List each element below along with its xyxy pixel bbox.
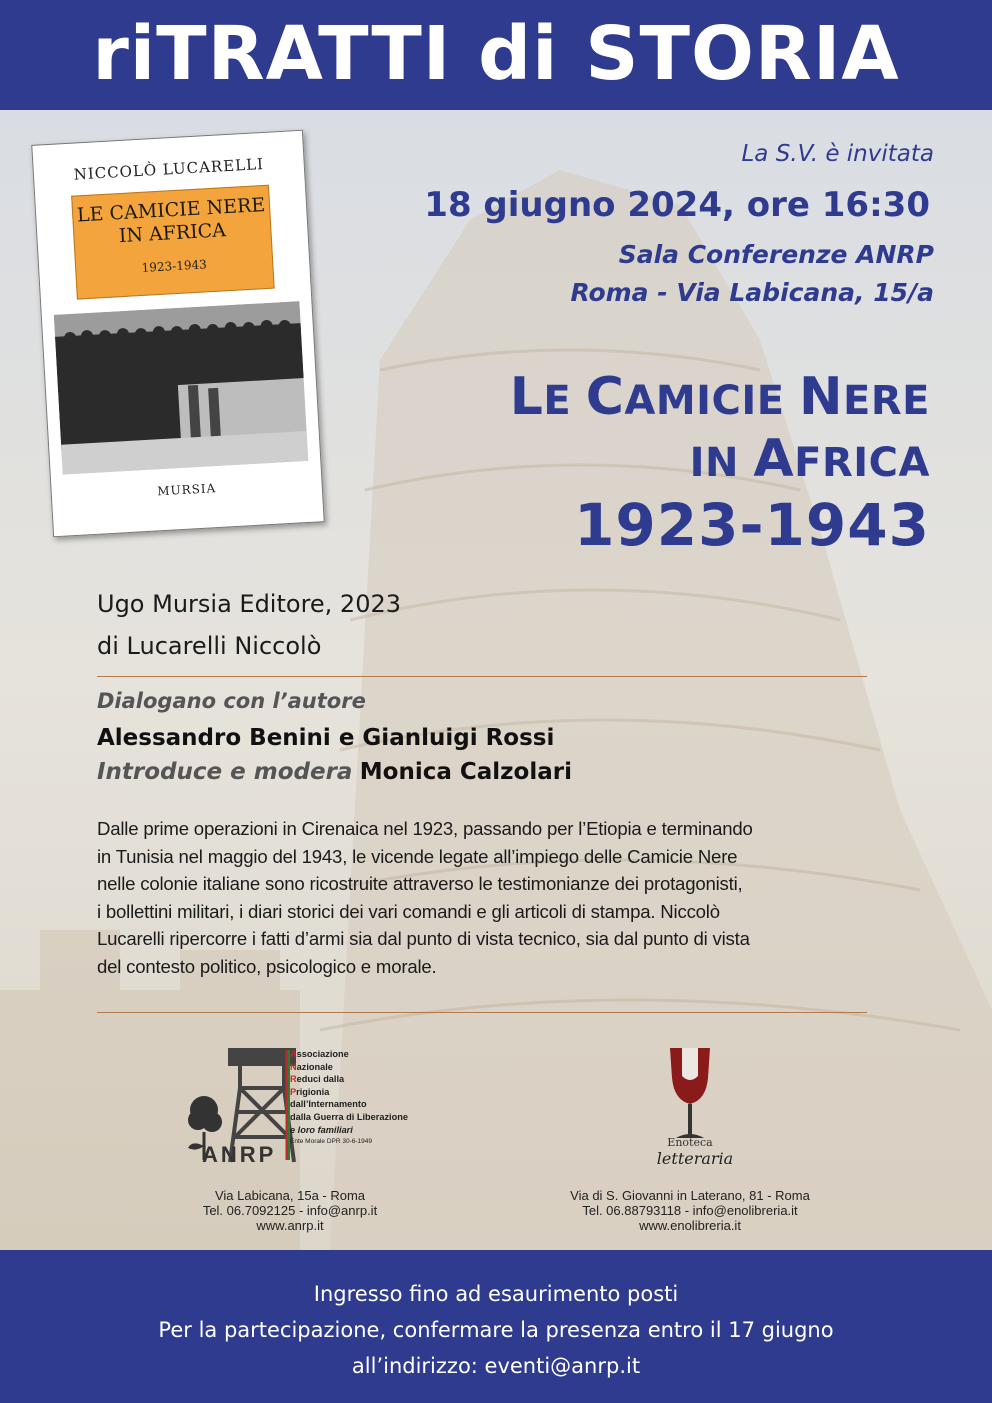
moderator (97, 759, 572, 785)
enoteca-address-block: Via di S. Giovanni in Laterano, 81 - Roma Tel. 06.88793118 - info@enolibreria.it www.enolibreria.it (570, 1188, 810, 1233)
moderator-name: Monica Calzolari (359, 759, 572, 785)
book-cover-author: NICCOLÒ LUCARELLI (73, 154, 265, 184)
anrp-full-name: Associazione Nazionale Reduci dalla Prigionia dall’Internamento dalla Guerra di Liberazione e loro familiari Ente Morale DPR 30-6-1949 (290, 1049, 408, 1146)
moderator-label: Introduce e modera (97, 759, 353, 785)
book-cover (31, 130, 325, 538)
footer-banner (0, 1250, 992, 1403)
book-cover-years: 1923-1943 (141, 257, 208, 275)
anrp-address-block: Via Labicana, 15a - Roma Tel. 06.7092125 - info@anrp.it www.anrp.it (202, 1188, 378, 1233)
footer-admission: Ingresso fino ad esaurimento posti (313, 1282, 679, 1306)
book-cover-publisher: MURSIA (156, 481, 217, 499)
speakers: Alessandro Benini e Gianluigi Rossi (97, 725, 555, 751)
series-title: riTRATTI di STORIA (92, 11, 900, 97)
book-title (510, 368, 930, 558)
book-title-line1: LE CAMICIE NERE (509, 367, 930, 427)
dialogue-intro: Dialogano con l’autore (97, 689, 366, 713)
book-cover-title: LE CAMICIE NERE IN AFRICA (76, 193, 266, 248)
publisher-year: Ugo Mursia Editore, 2023 (97, 590, 402, 618)
divider (97, 1012, 867, 1013)
book-cover-label (71, 185, 274, 300)
soldiers-photo (54, 301, 309, 474)
invitation-text: La S.V. è invitata (741, 141, 934, 167)
event-address: Roma - Via Labicana, 15/a (570, 278, 934, 307)
divider (97, 676, 867, 677)
book-description: Dalle prime operazioni in Cirenaica nel 1923, passando per l’Etiopia e terminando in Tunisia nel maggio del 1943, le vicende legate all’impiego delle Camicie Nere nelle colonie italiane sono ricostruite attraverso le testimonianze dei protagonisti, i bollettini militari, i diari storici dei vari comandi e gli articoli di stampa. Niccolò Lucarelli ripercorre i fatti d’armi sia dal punto di vista tecnico, sia dal punto di vista del contesto politico, psicologico e morale. (97, 818, 753, 977)
event-venue: Sala Conferenze ANRP (618, 240, 934, 269)
book-author: di Lucarelli Niccolò (97, 632, 322, 660)
anrp-logo-name: ANRP (202, 1142, 277, 1167)
book-title-line2: IN AFRICA (689, 429, 930, 489)
footer-rsvp: Per la partecipazione, confermare la presenza entro il 17 giugno (158, 1318, 834, 1342)
enoteca-name: Enoteca (667, 1136, 713, 1149)
enoteca-name-script: letteraria (656, 1149, 734, 1168)
book-title-years: 1923-1943 (574, 491, 930, 559)
event-date: 18 giugno 2024, ore 16:30 (424, 185, 930, 225)
footer-email: all’indirizzo: eventi@anrp.it (351, 1354, 641, 1378)
header-banner (0, 0, 992, 110)
